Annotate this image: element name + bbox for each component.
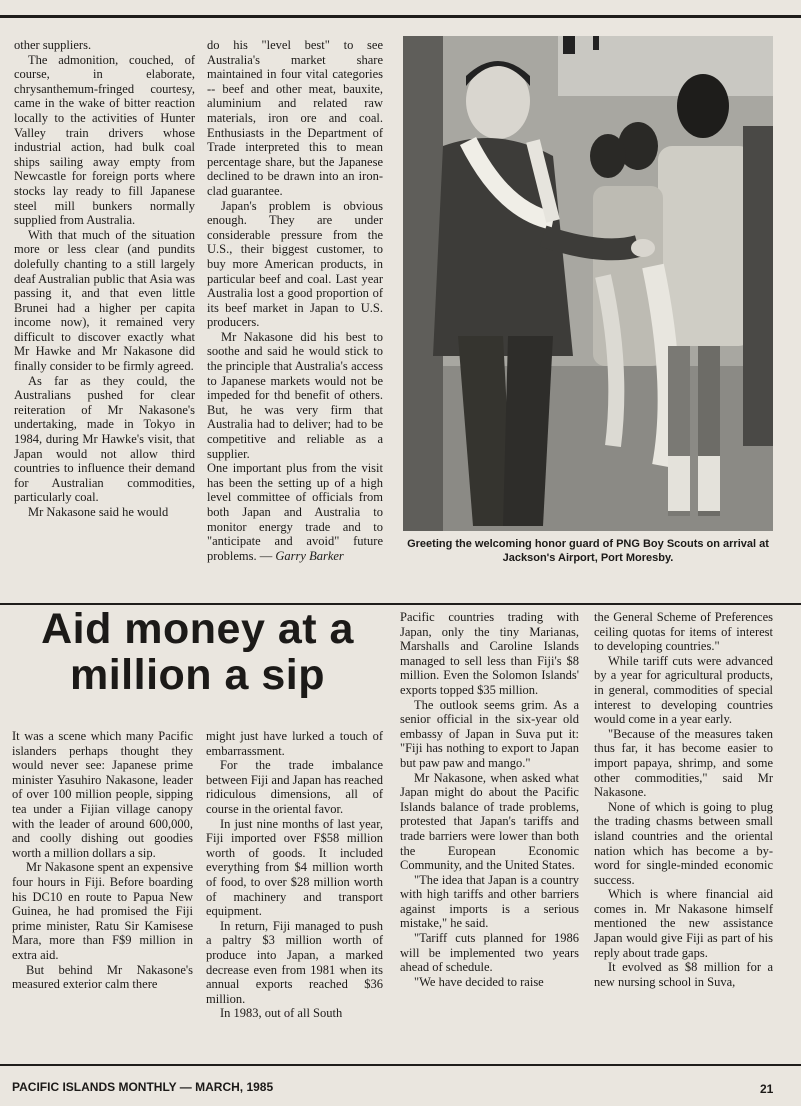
aid-story-column-1 xyxy=(12,729,193,992)
paragraph-with-byline xyxy=(207,461,383,563)
paragraph: As far as they could, the Australians pushed for clear reiteration of Mr Nakasone's undertaking, made in Tokyo in 1984, during Mr Hawke's visit, that Japan would not allow third countries to influence their demand for Australian commodities, particularly coal. xyxy=(14,373,195,505)
paragraph: the General Scheme of Preferences ceiling quotas for items of interest to developing countries." xyxy=(594,610,773,654)
paragraph: Japan's problem is obvious enough. They are under considerable pressure from the U.S., their biggest customer, to buy more American products, in particular beef and coal. Last year Australia lost a good proportion of its beef market in Japan to U.S. producers. xyxy=(207,198,383,330)
news-photo xyxy=(403,36,773,531)
paragraph: It was a scene which many Pacific islanders perhaps thought they would never see: Japanese prime minister Yasuhiro Nakasone, leader of over 100 million people, sipping tea under a Fijian village canopy with the leader of around 600,000, and coolly dishing out goodies worth a million dollars a sip. xyxy=(12,729,193,860)
paragraph: might just have lurked a touch of embarrassment. xyxy=(206,729,383,758)
paragraph: The outlook seems grim. As a senior official in the six-year old embassy of Japan in Suva put it: "Fiji has nothing to export to Japan but paw paw and mango." xyxy=(400,697,579,770)
paragraph: With that much of the situation more or less clear (and pundits dolefully chanting to a still largely deaf Australian public that Asia was passing it, and that even little Brunei had a higher per capita income now), it remained very difficult to discover exactly what Mr Hawke and Mr Nakasone did finally consider to be firmly agreed. xyxy=(14,227,195,374)
publication-footer: PACIFIC ISLANDS MONTHLY — MARCH, 1985 xyxy=(12,1080,274,1094)
page-number: 21 xyxy=(760,1082,774,1096)
paragraph: Mr Nakasone, when asked what Japan might do about the Pacific Islands balance of trade problems, protested that Japan's tariffs and trade barriers were lower than both the European Economic Community, and the United States. xyxy=(400,770,579,873)
top-story-column-1 xyxy=(14,38,195,520)
paragraph: Which is where financial aid comes in. Mr Nakasone himself mentioned the new assistance Japan would give Fiji as part of his reply about trade gaps. xyxy=(594,887,773,960)
paragraph: The admonition, couched, of course, in elaborate, chrysanthemum-fringed courtesy, came in the wake of bitter reaction locally to the activities of Hunter Valley train drivers whose industrial action, had bulk coal ships sailing away empty from Newcastle for foreign ports where stocks lay ready to fill Japanese steel mill bunkers normally supplied from Australia. xyxy=(14,52,195,228)
paragraph: But behind Mr Nakasone's measured exterior calm there xyxy=(12,962,193,992)
paragraph: In 1983, out of all South xyxy=(220,1006,343,1021)
paragraph: "We have decided to raise xyxy=(414,974,544,989)
paragraph: other suppliers. xyxy=(14,38,92,52)
aid-story-column-4 xyxy=(594,610,773,989)
aid-story-column-2 xyxy=(206,729,383,1021)
photo-caption: Greeting the welcoming honor guard of PNG Boy Scouts on arrival at Jackson's Airport, Port Moresby. xyxy=(407,538,769,564)
paragraph: Pacific countries trading with Japan, only the tiny Marianas, Marshalls and Caroline Islands managed to sell less than Fiji's $8 million. Even the Solomon Islands' exports topped $35 million. xyxy=(400,610,579,697)
aid-story-column-3 xyxy=(400,610,579,989)
top-story-column-2 xyxy=(207,38,383,563)
top-rule xyxy=(0,15,801,18)
paragraph: For the trade imbalance between Fiji and Japan has reached ridiculous dimensions, all of course in the oriental favor. xyxy=(206,758,383,816)
paragraph: Mr Nakasone spent an expensive four hours in Fiji. Before boarding his DC10 en route to Papua New Guinea, he had promised the Fiji prime minister, Ratu Sir Kamisese Mara, more than F$9 million in extra aid. xyxy=(12,860,193,962)
paragraph: None of which is going to plug the trading chasms between small island countries and the oriental nation which has become a by-word for single-minded economic success. xyxy=(594,799,773,887)
paragraph: While tariff cuts were advanced by a year for agricultural products, in general, commodities of special interest to developing countries would come in a year early. xyxy=(594,653,773,727)
article-headline: Aid money at a million a sip xyxy=(41,605,354,699)
paragraph: Mr Nakasone said he would xyxy=(28,505,169,519)
photo-illustration xyxy=(403,36,773,531)
paragraph: "The idea that Japan is a country with high tariffs and other barriers against imports is a serious mistake," he said. xyxy=(400,872,579,931)
closing-text: One important plus from the visit has been the setting up of a high level committee of officials from both Japan and Australia to monitor energy trade and to "anticipate and avoid" future problems. — xyxy=(207,461,383,563)
paragraph: "Because of the measures taken thus far, it has become easier to import papaya, shrimp, and some other commodities," said Mr Nakasone. xyxy=(594,726,773,800)
paragraph: do his "level best" to see Australia's market share maintained in four vital categories -- beef and other meat, bauxite, aluminium and related raw materials, iron ore and coal. Enthusiasts in the Department of Trade interpreted this to mean percentage share, but the Japanese declined to be drawn into an iron-clad guarantee. xyxy=(207,38,383,198)
byline: Garry Barker xyxy=(275,548,344,563)
footer-rule xyxy=(0,1064,801,1066)
paragraph: Mr Nakasone did his best to soothe and said he would stick to the principle that Australia's access to Japanese markets would not be impeded for thd benefit of others. But, he was very firm that Australia had to deliver; had to be competitive and reliable as a supplier. xyxy=(207,329,383,461)
paragraph: In return, Fiji managed to push a paltry $3 million worth of produce into Japan, a marked decrease even from 1981 when its annual exports reached $36 million. xyxy=(206,918,383,1006)
paragraph: "Tariff cuts planned for 1986 will be implemented two years ahead of schedule. xyxy=(400,931,579,975)
paragraph: In just nine months of last year, Fiji imported over F$58 million worth of goods. It included everything from $4 million worth of food, to over $28 million worth of machinery and transport equipment. xyxy=(206,816,383,919)
paragraph: It evolved as $8 million for a new nursing school in Suva, xyxy=(594,960,773,989)
